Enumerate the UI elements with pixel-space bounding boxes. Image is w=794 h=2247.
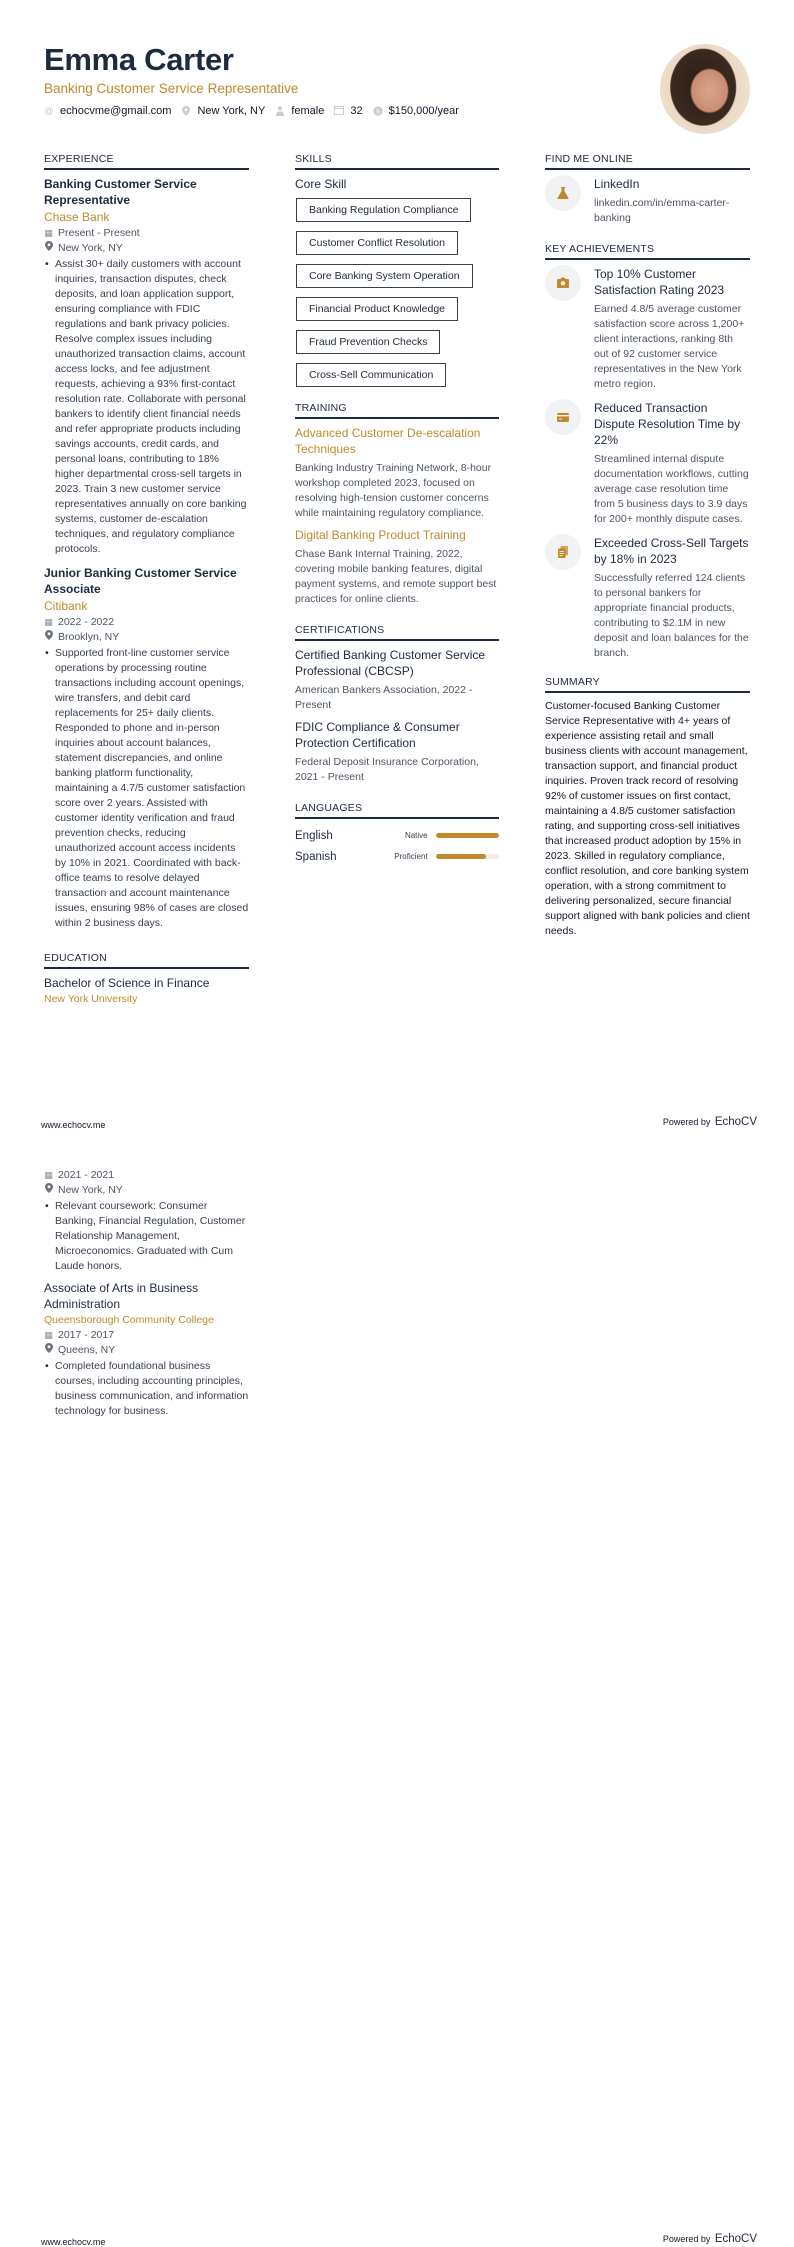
location-pin-icon — [44, 1343, 53, 1358]
education-dates — [44, 1168, 249, 1183]
certification-item — [295, 719, 499, 785]
achievement-title: Top 10% Customer Satisfaction Rating 2023 — [594, 267, 725, 297]
education-heading: EDUCATION — [44, 951, 249, 969]
experience-item — [44, 565, 249, 931]
education-dates — [44, 1328, 249, 1343]
education-bullets — [44, 1359, 249, 1419]
job-bullets — [44, 257, 249, 557]
camera-icon — [545, 265, 581, 301]
company-name: Citibank — [44, 599, 88, 613]
contact-row — [44, 103, 750, 119]
skill-tag: Banking Regulation Compliance — [296, 198, 471, 222]
degree-title: Bachelor of Science in Finance — [44, 976, 210, 990]
education-location — [44, 1183, 249, 1198]
achievement-description: Streamlined internal dispute documentation workflows, cutting average case resolution time from 5 business days to 3.9 days for 200+ monthly dispute cases. — [594, 453, 749, 525]
documents-icon — [545, 534, 581, 570]
training-title: Advanced Customer De-escalation Techniques — [295, 426, 481, 456]
skill-tag: Cross-Sell Communication — [296, 363, 446, 387]
training-heading: TRAINING — [295, 401, 499, 419]
achievement-title: Exceeded Cross-Sell Targets by 18% in 2023 — [594, 536, 749, 566]
languages-section — [295, 801, 499, 867]
education-bullets — [44, 1199, 249, 1274]
powered-by-label: Powered by — [662, 1117, 711, 1127]
company-name: Chase Bank — [44, 210, 110, 224]
summary-section — [545, 675, 750, 939]
experience-section — [44, 152, 249, 931]
money-icon — [373, 106, 383, 116]
education-dates-text: 2017 - 2017 — [58, 1329, 115, 1341]
achievement-description: Successfully referred 124 clients to personal bankers for appropriate financial products, contributing to $2.1M in new deposit and loan balances for the branch. — [594, 572, 749, 659]
powered-by-label: Powered by — [662, 2234, 711, 2244]
experience-heading: EXPERIENCE — [44, 152, 249, 170]
skills-section — [295, 152, 499, 393]
education-item — [44, 1280, 249, 1419]
certification-item — [295, 647, 499, 713]
training-description: Banking Industry Training Network, 8-hour workshop completed 2023, focused on resolving high-tension customer concerns while maintaining regulatory compliance. — [295, 462, 492, 519]
contact-age — [334, 103, 362, 119]
contact-email[interactable] — [44, 103, 171, 119]
left-column — [44, 152, 249, 1007]
certification-title: Certified Banking Customer Service Professional (CBCSP) — [295, 648, 486, 678]
job-title: Junior Banking Customer Service Associate — [44, 566, 237, 596]
middle-column — [295, 152, 499, 867]
job-dates-text: Present - Present — [58, 227, 140, 239]
contact-gender-text: female — [291, 105, 325, 117]
language-level: Proficient — [394, 852, 428, 861]
resume-page-2 — [0, 1123, 794, 2246]
footer-website-link[interactable]: www.echocv.me — [41, 1120, 106, 1130]
language-proficiency-fill — [436, 854, 487, 859]
online-profile-link[interactable]: linkedin.com/in/emma-carter-banking — [594, 197, 730, 224]
footer-powered — [663, 2229, 757, 2247]
training-item — [295, 425, 499, 521]
language-name: Spanish — [295, 850, 337, 863]
at-icon: @ — [44, 106, 54, 116]
language-proficiency-bar — [436, 854, 499, 859]
education-bullet: • Relevant coursework: Consumer Banking, Financial Regulation, Customer Relationship Management, Microeconomics. Graduated with Cum Laude honors. — [44, 1199, 249, 1274]
contact-location-text: New York, NY — [197, 105, 266, 117]
achievement-item — [545, 400, 750, 527]
svg-text:$: $ — [375, 107, 380, 116]
skill-tag: Customer Conflict Resolution — [296, 231, 458, 255]
training-description: Chase Bank Internal Training, 2022, covering mobile banking features, digital payment systems, and remote support best practices for online clients. — [295, 548, 497, 605]
credit-card-icon — [545, 399, 581, 435]
experience-item — [44, 176, 249, 557]
contact-salary-text: $150,000/year — [388, 105, 459, 117]
job-bullet: • Assist 30+ daily customers with account inquiries, transaction disputes, check deposits, and loan application support, ensuring compliance with FDIC regulations and bank privacy policies. Resolve complex issues including unauthorized transaction claims, account access locks, and fee adjustment requests, achieving a 93% first-contact resolution rate. Collaborate with personal bankers to identify client financial needs and refer appropriate products including savings accounts, credit cards, and personal loans, contributing to 18% higher departmental cross-sell targets in 2023. Train 3 new customer service representatives annually on core banking systems, customer de-escalation techniques, and regulatory compliance protocols. — [44, 257, 249, 557]
job-bullets — [44, 646, 249, 931]
brand-name: EchoCV — [714, 1116, 757, 1128]
contact-email-text: echocvme@gmail.com — [60, 105, 172, 117]
online-heading: FIND ME ONLINE — [545, 152, 750, 170]
skill-tag: Core Banking System Operation — [296, 264, 473, 288]
online-profile-item[interactable] — [545, 176, 750, 226]
education-location-text: New York, NY — [58, 1184, 123, 1196]
footer-website-link[interactable]: www.echocv.me — [41, 2237, 106, 2247]
flask-icon — [545, 175, 581, 211]
job-location — [44, 241, 249, 256]
language-row — [295, 825, 499, 846]
achievement-description: Earned 4.8/5 average customer satisfaction score across 1,200+ client interactions, ranking 8th out of 92 customer service representatives in the New York metro region. — [594, 303, 745, 390]
achievements-heading: KEY ACHIEVEMENTS — [545, 242, 750, 260]
education-item — [44, 975, 249, 1007]
location-pin-icon — [44, 630, 53, 645]
page-footer — [41, 2229, 757, 2247]
certification-title: FDIC Compliance & Consumer Protection Certification — [295, 720, 460, 750]
location-pin-icon — [181, 106, 191, 116]
location-pin-icon — [44, 241, 53, 256]
education-location — [44, 1343, 249, 1358]
achievement-item — [545, 535, 750, 661]
language-name: English — [295, 829, 333, 842]
right-column — [545, 152, 750, 939]
certification-description: Federal Deposit Insurance Corporation, 2021 - Present — [295, 756, 479, 783]
skill-group-label: Core Skill — [295, 177, 347, 191]
education-location-text: Queens, NY — [58, 1344, 116, 1356]
job-dates — [44, 615, 249, 630]
achievement-item — [545, 266, 750, 392]
person-icon — [275, 106, 285, 116]
job-dates — [44, 226, 249, 241]
training-title: Digital Banking Product Training — [295, 528, 466, 542]
languages-heading: LANGUAGES — [295, 801, 499, 819]
contact-salary — [373, 103, 459, 119]
resume-header — [44, 42, 750, 119]
language-proficiency-bar — [436, 833, 499, 838]
skill-tag: Financial Product Knowledge — [296, 297, 458, 321]
training-item — [295, 527, 499, 607]
contact-age-text: 32 — [350, 105, 363, 117]
certification-description: American Bankers Association, 2022 - Present — [295, 684, 473, 711]
summary-text: Customer-focused Banking Customer Service Representative with 4+ years of experience assisting retail and small business clients with account management, transaction support, and financial product inquiries. Proven track record of resolving 92% of customer issues on first contact, maintaining a 4.8/5 customer satisfaction rating, and supporting cross-sell initiatives that increased product adoption by 15% in 2023. Skilled in regulatory compliance, conflict resolution, and core banking system operation, with a strong commitment to delivering personalized, secure financial support aligned with bank policies and client needs. — [545, 700, 750, 937]
job-location-text: New York, NY — [58, 242, 123, 254]
contact-location — [181, 103, 265, 119]
job-location-text: Brooklyn, NY — [58, 631, 120, 643]
achievement-title: Reduced Transaction Dispute Resolution Time by 22% — [594, 401, 741, 447]
language-level: Native — [404, 831, 428, 840]
education-bullet: • Completed foundational business courses, including accounting principles, business communication, and information technology for business. — [44, 1359, 249, 1419]
profile-photo — [660, 44, 750, 134]
left-column-continued — [44, 1168, 249, 1419]
school-name: Queensborough Community College — [44, 1314, 214, 1326]
training-section — [295, 401, 499, 607]
achievements-section — [545, 242, 750, 661]
calendar-icon: ▦ — [44, 228, 53, 238]
online-profile-label: LinkedIn — [594, 177, 640, 191]
candidate-title: Banking Customer Service Representative — [44, 81, 299, 96]
job-bullet: • Supported front-line customer service operations by processing routine transactions including account openings, wire transfers, and debit card replacements for 25+ daily clients. Responded to phone and in-person inquiries about account balances, statement discrepancies, and online banking platform functionality, maintaining a 4.7/5 customer satisfaction score over 2 years. Assisted with customer identity verification and fraud prevention checks, reducing unauthorized account access incidents by 10% in 2021. Coordinated with back-office teams to resolve delayed transaction and account maintenance issues, ensuring 98% of cases are closed within 2 business days. — [44, 646, 249, 931]
job-location — [44, 630, 249, 645]
skill-tag: Fraud Prevention Checks — [296, 330, 440, 354]
degree-title: Associate of Arts in Business Administration — [44, 1281, 199, 1311]
skills-heading: SKILLS — [295, 152, 499, 170]
calendar-icon: ▦ — [44, 1330, 53, 1340]
skills-list — [295, 195, 499, 393]
language-proficiency-fill — [436, 833, 499, 838]
calendar-icon — [334, 106, 344, 116]
brand-name: EchoCV — [714, 2233, 757, 2245]
location-pin-icon — [44, 1183, 53, 1198]
job-dates-text: 2022 - 2022 — [58, 616, 115, 628]
summary-heading: SUMMARY — [545, 675, 750, 693]
education-dates-text: 2021 - 2021 — [58, 1169, 115, 1181]
school-name: New York University — [44, 993, 138, 1005]
online-section — [545, 152, 750, 226]
education-section — [44, 951, 249, 1007]
education-item-continued — [44, 1168, 249, 1274]
job-title: Banking Customer Service Representative — [44, 177, 197, 207]
calendar-icon: ▦ — [44, 617, 53, 627]
contact-gender — [275, 103, 324, 119]
language-row — [295, 846, 499, 867]
certifications-heading: CERTIFICATIONS — [295, 623, 499, 641]
calendar-icon: ▦ — [44, 1170, 53, 1180]
candidate-name: Emma Carter — [44, 42, 234, 77]
certifications-section — [295, 623, 499, 785]
